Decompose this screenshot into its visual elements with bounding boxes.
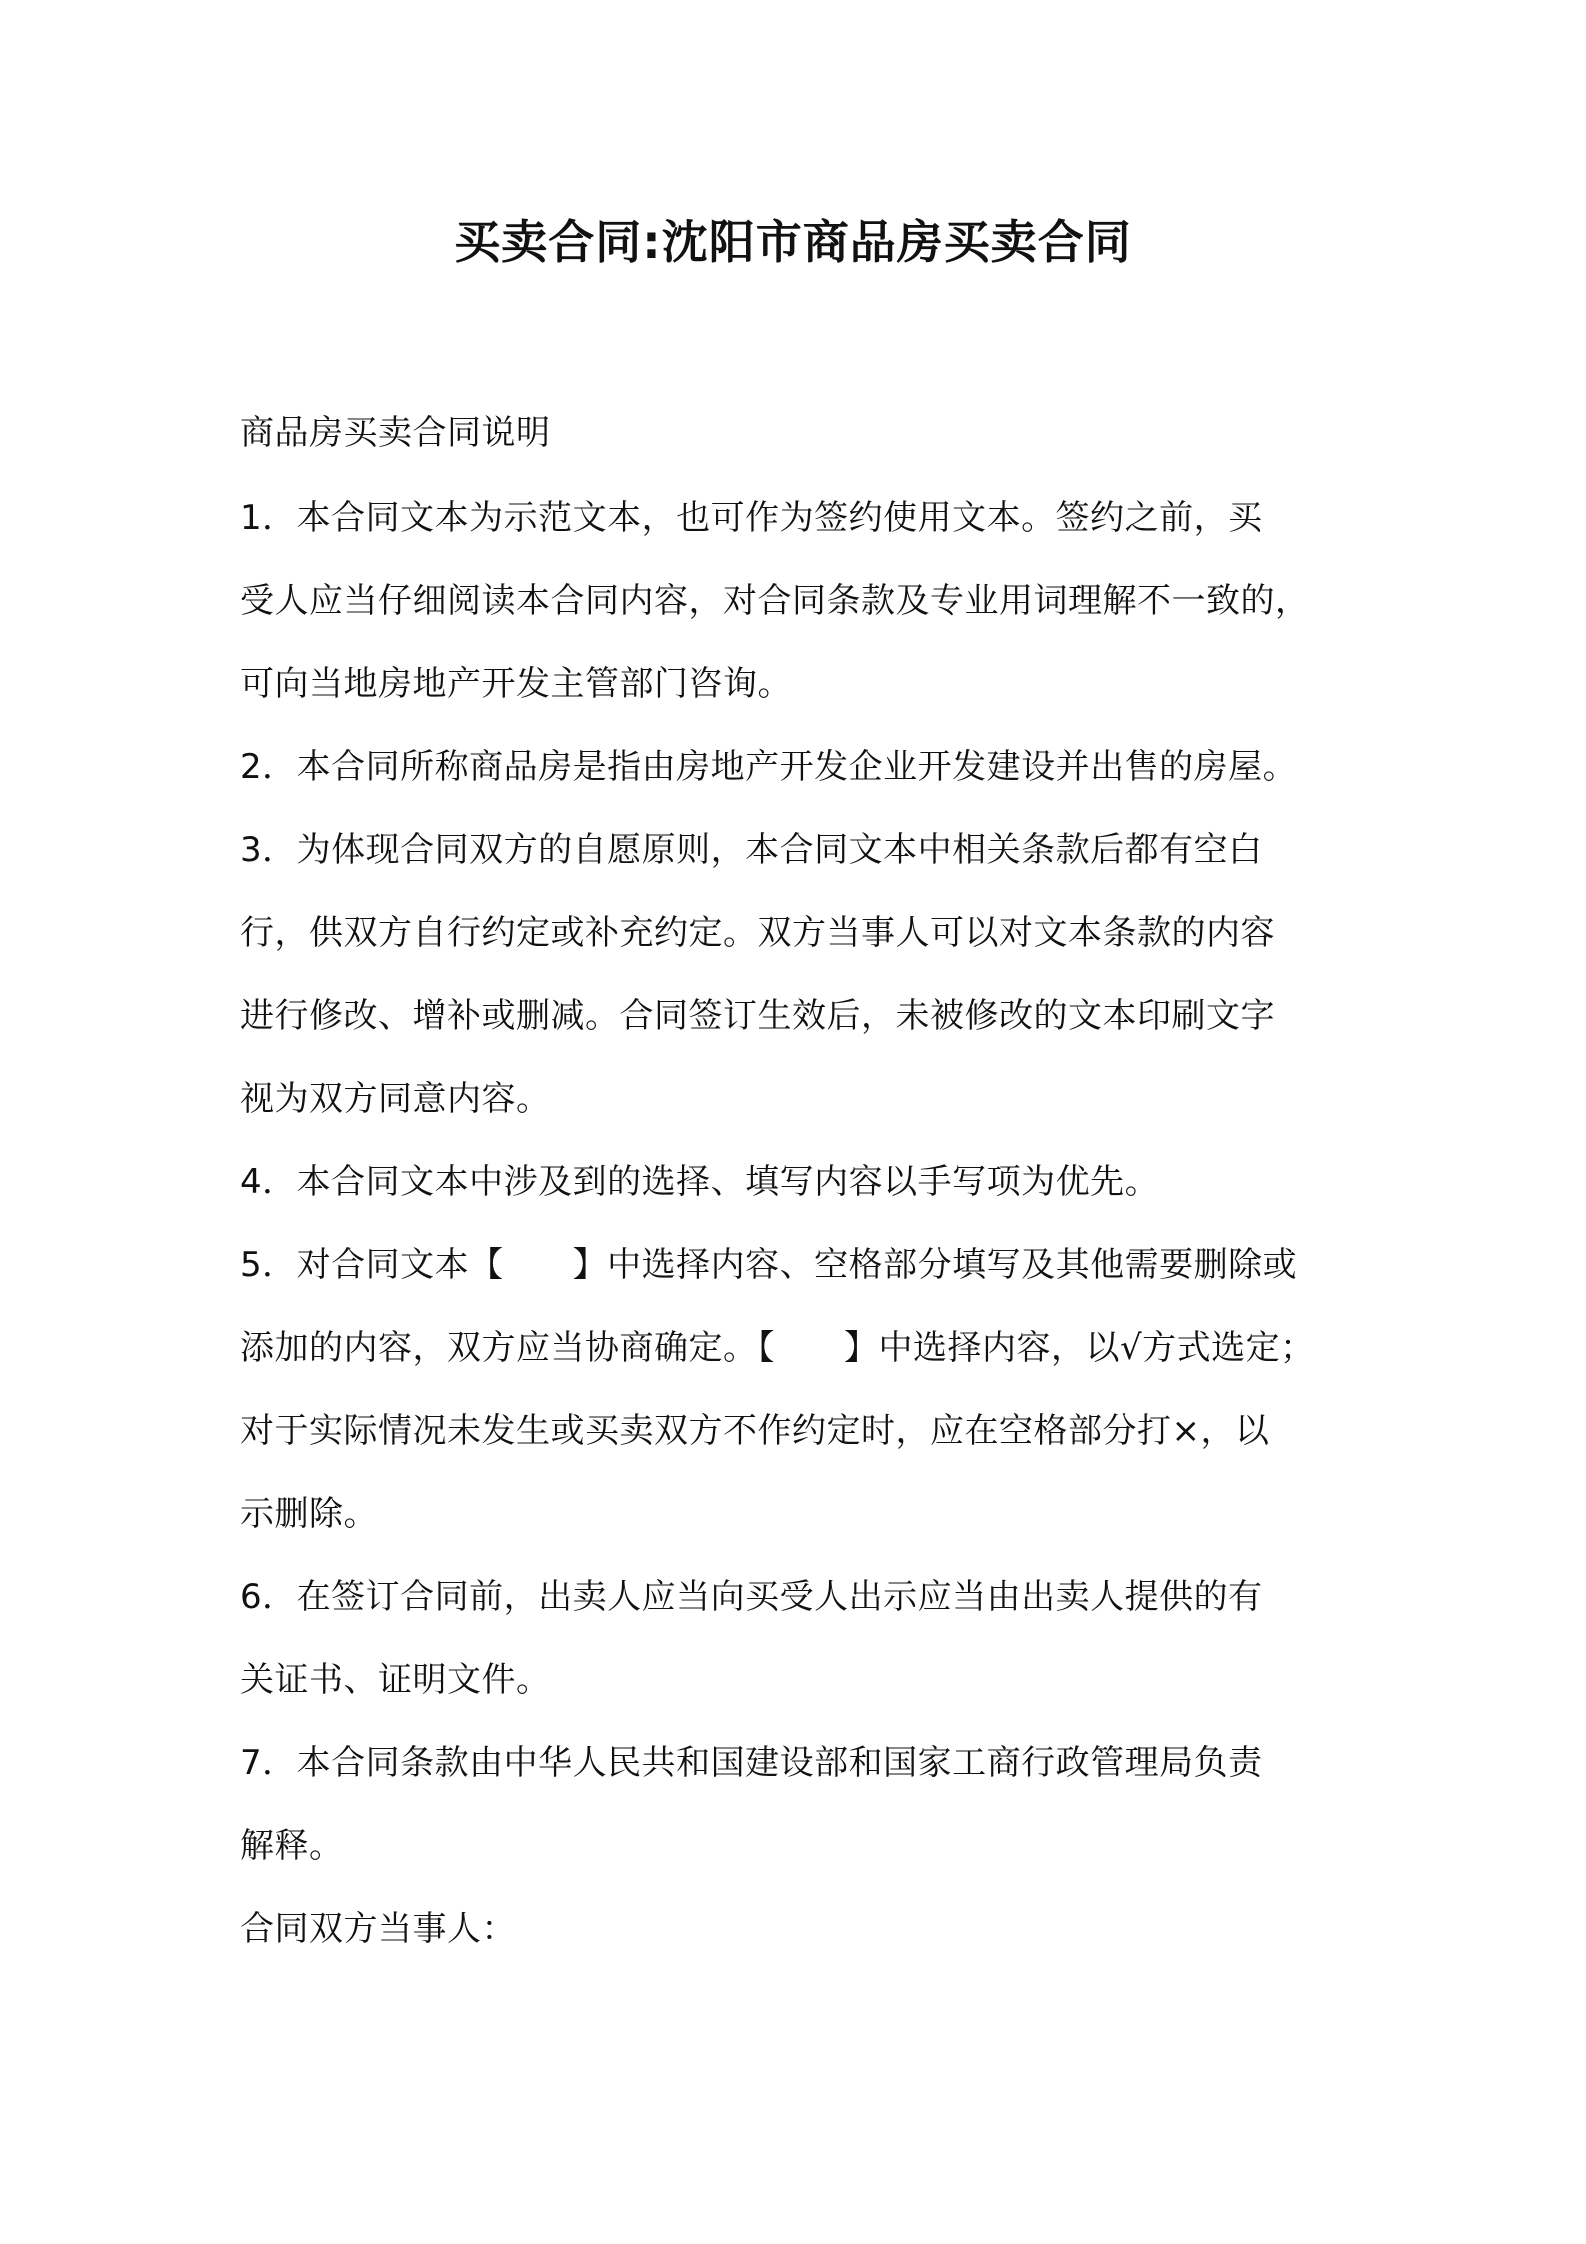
text-line: 对于实际情况未发生或买卖双方不作约定时，应在空格部分打×，以 (240, 1411, 1270, 1451)
text-line: 6．在签订合同前，出卖人应当向买受人出示应当由出卖人提供的有 (240, 1577, 1263, 1617)
text-line: 可向当地房地产开发主管部门咨询。 (240, 664, 792, 704)
text-line: 受人应当仔细阅读本合同内容，对合同条款及专业用词理解不一致的， (240, 581, 1310, 621)
text-line: 关证书、证明文件。 (240, 1660, 551, 1700)
text-line: 视为双方同意内容。 (240, 1079, 551, 1119)
text-line: 1．本合同文本为示范文本，也可作为签约使用文本。签约之前，买 (240, 498, 1263, 538)
text-line: 进行修改、增补或删减。合同签订生效后，未被修改的文本印刷文字 (240, 996, 1275, 1036)
text-line: 示删除。 (240, 1494, 378, 1534)
text-line: 4．本合同文本中涉及到的选择、填写内容以手写项为优先。 (240, 1162, 1160, 1202)
section-heading: 商品房买卖合同说明 (240, 413, 551, 453)
text-line: 2．本合同所称商品房是指由房地产开发企业开发建设并出售的房屋。 (240, 747, 1298, 787)
text-line: 5．对合同文本【 】中选择内容、空格部分填写及其他需要删除或 (240, 1245, 1298, 1285)
document-title: 买卖合同:沈阳市商品房买卖合同 (454, 215, 1132, 269)
text-line: 行，供双方自行约定或补充约定。双方当事人可以对文本条款的内容 (240, 913, 1275, 953)
text-line: 添加的内容，双方应当协商确定。【 】中选择内容，以√方式选定； (240, 1328, 1315, 1368)
text-line: 解释。 (240, 1826, 344, 1866)
text-line: 3．为体现合同双方的自愿原则，本合同文本中相关条款后都有空白 (240, 830, 1263, 870)
parties-heading: 合同双方当事人： (240, 1909, 516, 1949)
text-line: 7．本合同条款由中华人民共和国建设部和国家工商行政管理局负责 (240, 1743, 1263, 1783)
